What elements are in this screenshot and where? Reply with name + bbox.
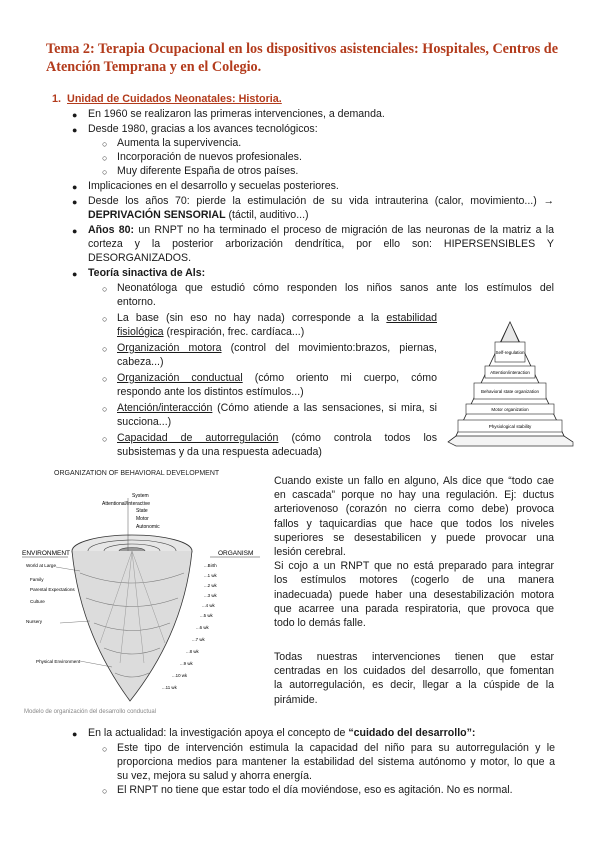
environment-item: Nursery: [26, 619, 43, 624]
inner-label: Motor: [136, 516, 149, 522]
bullet-icon: ●: [72, 125, 78, 135]
sub-bullet-icon: ○: [102, 284, 108, 294]
section-label: Unidad de Cuidados Neonatales: Historia.: [67, 93, 282, 105]
text-line: la autorregulación, es decir, llegar a la cúspide de la: [274, 679, 554, 692]
text-line: todo lo demás falle.: [274, 617, 366, 630]
text: (cómo controla todos los: [278, 432, 437, 444]
section-number: 1.: [52, 93, 62, 105]
pyramid-figure: [440, 318, 580, 448]
pyramid-label: Attention/interaction: [490, 370, 530, 375]
list-item-cont: entorno.: [117, 296, 156, 308]
underlined-text: Capacidad de autorregulación: [117, 432, 279, 444]
organism-item: ...8 wk: [186, 649, 199, 654]
text-line: en cascada” porque no hay una regulación. Ej: ductus: [274, 489, 554, 502]
sub-bullet-icon: ○: [102, 314, 108, 324]
list-item: Muy diferente España de otros países.: [117, 165, 299, 177]
underlined-text: Organización motora: [117, 342, 222, 354]
environment-item: Family: [30, 577, 44, 582]
text: (táctil, auditivo...): [225, 209, 309, 221]
list-item: Incorporación de nuevos profesionales.: [117, 151, 302, 163]
list-item: Implicaciones en el desarrollo y secuelas posteriores.: [88, 180, 339, 192]
sub-bullet-icon: ○: [102, 744, 108, 754]
list-item: Aumenta la supervivencia.: [117, 137, 242, 149]
sub-bullet-icon: ○: [102, 374, 108, 384]
list-item-cont: [88, 208, 309, 222]
text-line: inadecuada) puede haber una desestabilización motora: [274, 588, 554, 601]
text-line: arteriovenoso (corazón no cierra como debe) provoca: [274, 503, 554, 516]
list-item: Teoría sinactiva de Als:: [88, 267, 206, 279]
text-line: Este tipo de intervención estimula la capacidad del niño para su autorregulación y le: [117, 742, 555, 754]
bold-text: DEPRIVACIÓN SENSORIAL: [88, 209, 226, 221]
sub-bullet-icon: ○: [102, 786, 108, 796]
text-line: pirámide.: [274, 693, 318, 706]
organism-item: ...11 wk: [162, 685, 177, 690]
organism-item: ...6 wk: [196, 625, 209, 630]
text-line: superiores se desestabilicen y puede provocar una: [274, 531, 554, 544]
bullet-icon: ●: [72, 226, 78, 236]
bold-text: Años 80:: [88, 224, 135, 236]
list-item: [88, 223, 554, 237]
sub-bullet-icon: ○: [102, 139, 108, 149]
underlined-text: Atención/interacción: [117, 402, 213, 414]
environment-item: Physical Environment: [36, 659, 81, 664]
list-item-cont: corteza y la posterior arborización dendrítica, por ello son: HIPERSENSIBLES Y: [88, 238, 554, 250]
figure-title: ORGANIZATION OF BEHAVIORAL DEVELOPMENT: [54, 470, 220, 477]
text-line: fallos y taquicardias que hace que todos los niveles: [274, 517, 554, 530]
text-line: lesión cerebral.: [274, 546, 346, 559]
inner-label: Autonomic: [136, 524, 160, 530]
list-item-cont: succiona...): [117, 416, 172, 428]
organism-item: ...3 wk: [204, 593, 217, 598]
text-line: proporciona medios para mantener la estabilidad del sistema autónomo y motor, lo que a: [117, 756, 555, 769]
text: (cómo oriento mi cuerpo, cómo: [242, 372, 437, 384]
organism-label: ORGANISM: [218, 550, 254, 557]
list-item: [117, 341, 437, 355]
sub-bullet-icon: ○: [102, 167, 108, 177]
environment-item: Parental Expectations: [30, 587, 75, 592]
list-item: [117, 401, 437, 415]
pyramid-label: Physiological stability: [488, 424, 532, 429]
bullet-icon: ●: [72, 182, 78, 192]
text-line: Si cojo a un RNPT que no está preparado para integrar: [274, 560, 554, 573]
text: un RNPT no ha terminado el proceso de migración de las neuronas de la matriz a la: [134, 224, 554, 236]
bullet-icon: ●: [72, 197, 78, 207]
inner-label: Attentional/Interactive: [102, 501, 151, 507]
behavioral-development-figure: [20, 463, 272, 718]
paragraph-cascade: [274, 474, 554, 630]
list-item: El RNPT no tiene que estar todo el día moviéndose, eso es agitación. No es normal.: [117, 784, 513, 796]
pyramid-tip: [501, 322, 519, 342]
page-title: Tema 2: Terapia Ocupacional en los dispositivos asistenciales: Hospitales, Centros de Atención Temprana y en el Colegio.: [46, 41, 558, 75]
list-item: [88, 726, 475, 740]
list-item: Desde los años 70: pierde la estimulación de su vida intrauterina (calor, movimiento...) →: [88, 195, 554, 207]
list-item-cont: DESORGANIZADOS.: [88, 252, 192, 264]
text: (respiración, frec. cardíaca...): [163, 326, 305, 338]
text: (Cómo atiende a las sensaciones, si mira, si: [212, 402, 437, 414]
sub-bullet-icon: ○: [102, 344, 108, 354]
paragraph-interventions: [274, 650, 554, 707]
sub-bullet-icon: ○: [102, 153, 108, 163]
pyramid-label: Behavioral state organization: [480, 389, 540, 394]
list-item-cont: subsistemas y da una respuesta adecuada): [117, 446, 322, 458]
organism-item: ...2 wk: [204, 583, 217, 588]
bullet-icon: ●: [72, 729, 78, 739]
list-item-cont: cabeza...): [117, 356, 164, 368]
environment-item: Culture: [30, 599, 45, 604]
inner-label: State: [136, 508, 148, 514]
sub-bullet-icon: ○: [102, 404, 108, 414]
organism-item: ...4 wk: [202, 603, 215, 608]
organism-item: ...1 wk: [204, 573, 217, 578]
list-item: En 1960 se realizaron las primeras intervenciones, a demanda.: [88, 108, 385, 120]
environment-item: World at Large: [26, 563, 57, 568]
bullet-icon: ●: [72, 269, 78, 279]
leader-line: [60, 621, 90, 623]
organism-item: ...10 wk: [172, 673, 188, 678]
inner-label: System: [132, 493, 149, 499]
list-item: [117, 371, 437, 385]
text: En la actualidad: la investigación apoya el concepto de: [88, 727, 349, 739]
organism-item: ...9 wk: [180, 661, 193, 666]
pyramid-label: Motor organization: [491, 407, 529, 412]
list-item: Neonatóloga que estudió cómo responden los niños sanos ante los estímulos del: [117, 282, 554, 294]
list-item: [117, 741, 555, 784]
figure-caption: Modelo de organización del desarrollo conductual: [24, 709, 157, 715]
text: (control del movimiento:brazos, piernas,: [221, 342, 437, 354]
cone-body: [72, 551, 192, 701]
text-line: Cuando existe un fallo en alguno, Als dice que “todo cae: [274, 475, 554, 487]
underlined-text: estabilidad: [386, 312, 437, 324]
sub-bullet-icon: ○: [102, 434, 108, 444]
organism-item: ...Birth: [204, 563, 217, 568]
list-item: [117, 431, 437, 445]
organism-item: ...7 wk: [192, 637, 205, 642]
list-item: Desde 1980, gracias a los avances tecnológicos:: [88, 123, 318, 135]
section-heading: [52, 93, 282, 105]
organism-item: ...5 wk: [200, 613, 213, 618]
bullet-icon: ●: [72, 110, 78, 120]
list-item: [117, 311, 437, 325]
environment-label: ENVIRONMENT: [22, 550, 71, 557]
underlined-text: fisiológica: [117, 326, 164, 338]
text-line: que acarree una parada respiratoria, que provoca que: [274, 602, 554, 615]
underlined-text: Organización conductual: [117, 372, 243, 384]
text-line: Todas nuestras intervenciones tienen que estar: [274, 651, 554, 663]
text: La base (sin eso no hay nada) corresponde a la: [117, 312, 387, 324]
text-line: su vez, mejora su salud y ahorra energía.: [117, 770, 312, 783]
list-item-cont: [117, 325, 304, 339]
text-line: los estímulos motores (cogerlo de una manera: [274, 574, 554, 587]
pyramid-label: Self-regulation: [495, 350, 525, 355]
text-line: centradas en los cuidados del desarrollo, que fomentan: [274, 665, 554, 678]
list-item-cont: respondo ante los distintos estímulos...): [117, 386, 304, 398]
bold-text: “cuidado del desarrollo”:: [348, 727, 476, 739]
